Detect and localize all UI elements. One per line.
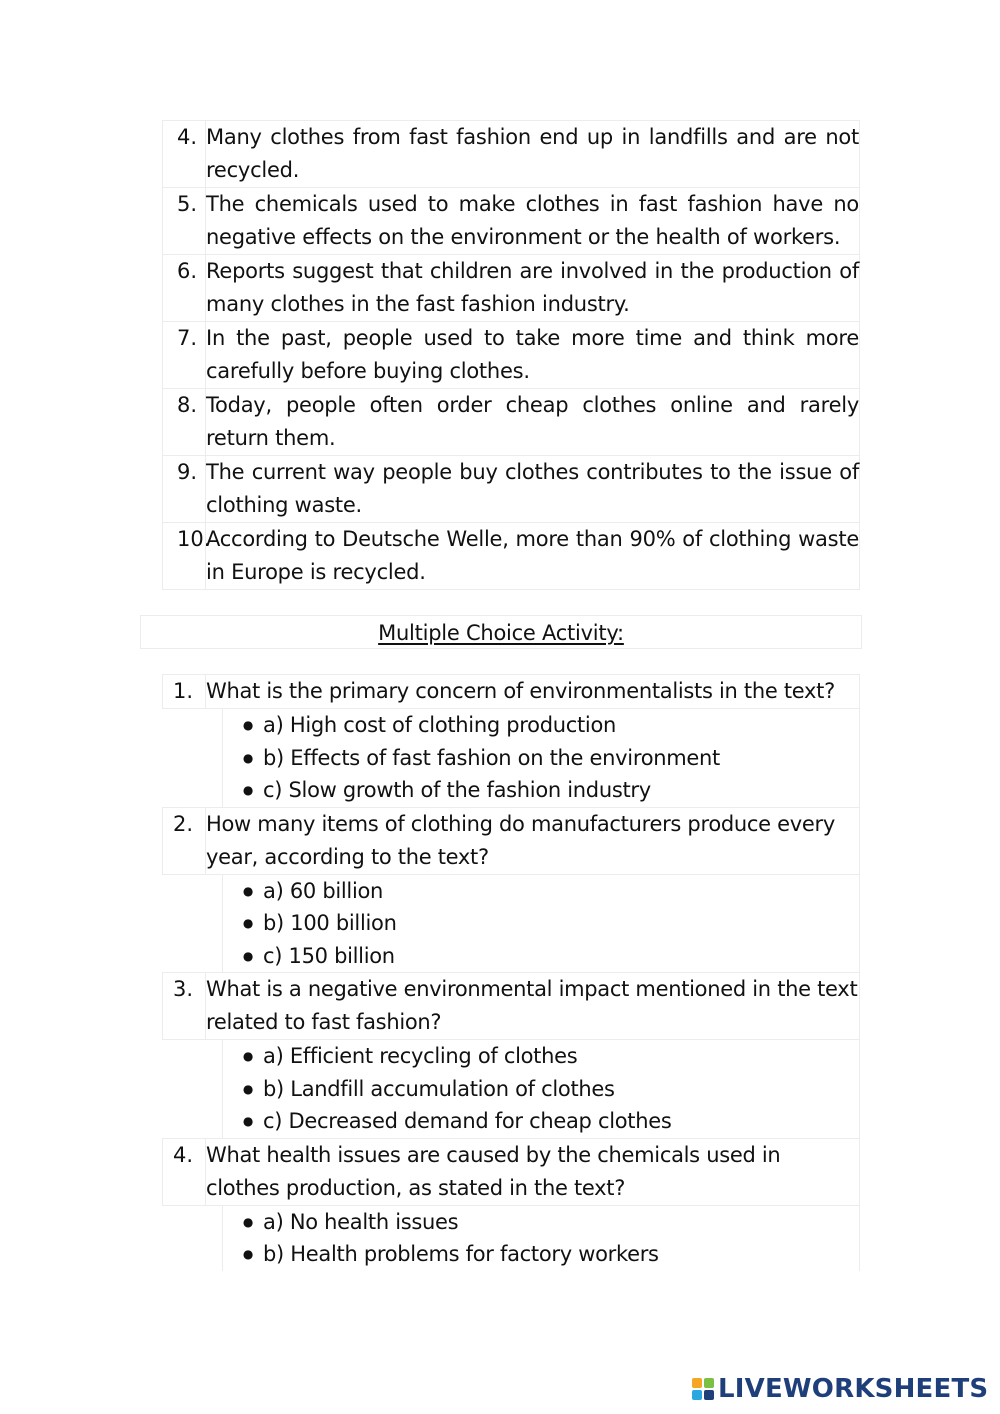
statement-number: 7. xyxy=(177,326,198,350)
question-row xyxy=(162,674,860,709)
bullet-icon: ● xyxy=(242,1114,254,1129)
logo-icon xyxy=(692,1378,714,1400)
statement-number: 10. xyxy=(177,527,211,551)
option-label: b) Landfill accumulation of clothes xyxy=(263,1076,615,1101)
question-row xyxy=(162,1138,860,1206)
statement-number: 5. xyxy=(177,192,198,216)
statement-number: 6. xyxy=(177,259,198,283)
question-number: 1. xyxy=(173,679,194,703)
option-label: a) High cost of clothing production xyxy=(263,713,617,738)
statement-text: Reports suggest that children are involved in the production of many clothes in the fast fashion industry. xyxy=(205,255,859,321)
bullet-icon: ● xyxy=(242,916,254,931)
question-number: 2. xyxy=(173,811,194,836)
bullet-icon: ● xyxy=(242,1049,254,1064)
statement-number: 9. xyxy=(177,460,198,484)
answer-option[interactable] xyxy=(223,1040,859,1073)
answer-option[interactable] xyxy=(223,774,859,807)
statement-item xyxy=(162,187,860,254)
liveworksheets-logo xyxy=(692,1374,988,1404)
statement-item xyxy=(162,120,860,187)
bullet-icon: ● xyxy=(242,883,254,898)
section-title xyxy=(140,615,862,649)
answer-option[interactable] xyxy=(223,1238,859,1271)
question-number: 4. xyxy=(173,1142,194,1167)
statement-text: The chemicals used to make clothes in fast fashion have no negative effects on the environment or the health of workers. xyxy=(205,188,859,254)
logo-square-3 xyxy=(692,1390,702,1400)
answer-option[interactable] xyxy=(223,875,859,908)
option-list xyxy=(222,1206,860,1271)
bullet-icon: ● xyxy=(242,783,254,798)
multiple-choice-list xyxy=(162,674,860,1271)
answer-option[interactable] xyxy=(223,1206,859,1239)
statement-list xyxy=(162,120,860,590)
option-label: a) Efficient recycling of clothes xyxy=(263,1044,578,1069)
option-list xyxy=(222,875,860,973)
logo-text: LIVEWORKSHEETS xyxy=(718,1374,989,1404)
statement-item xyxy=(162,455,860,522)
answer-option[interactable] xyxy=(223,940,859,973)
logo-square-4 xyxy=(704,1390,714,1400)
statement-number: 4. xyxy=(177,125,198,149)
answer-option[interactable] xyxy=(223,1073,859,1106)
statement-text: In the past, people used to take more time and think more carefully before buying clothes. xyxy=(205,322,859,388)
option-label: c) Decreased demand for cheap clothes xyxy=(263,1109,672,1134)
statement-text: The current way people buy clothes contributes to the issue of clothing waste. xyxy=(205,456,859,522)
question-text: What health issues are caused by the chemicals used in clothes production, as stated in the text? xyxy=(205,1139,859,1205)
answer-option[interactable] xyxy=(223,1105,859,1138)
option-label: c) 150 billion xyxy=(263,943,395,968)
question-row xyxy=(162,807,860,875)
statement-item xyxy=(162,254,860,321)
bullet-icon: ● xyxy=(242,1081,254,1096)
option-list xyxy=(222,709,860,807)
question-row xyxy=(162,972,860,1040)
statement-number: 8. xyxy=(177,393,198,417)
question-number: 3. xyxy=(173,977,194,1001)
answer-option[interactable] xyxy=(223,709,859,742)
option-label: b) 100 billion xyxy=(263,911,397,936)
question-text: What is a negative environmental impact mentioned in the text related to fast fashion? xyxy=(205,973,859,1039)
statement-item xyxy=(162,321,860,388)
question-text: How many items of clothing do manufacturers produce every year, according to the text? xyxy=(205,808,859,874)
bullet-icon: ● xyxy=(242,1247,254,1262)
bullet-icon: ● xyxy=(242,750,254,765)
bullet-icon: ● xyxy=(242,1214,254,1229)
question-text: What is the primary concern of environmentalists in the text? xyxy=(205,675,859,708)
section-title-text: Multiple Choice Activity: xyxy=(378,621,624,645)
statement-item xyxy=(162,522,860,590)
option-list xyxy=(222,1040,860,1138)
logo-square-2 xyxy=(704,1378,714,1388)
option-label: b) Health problems for factory workers xyxy=(263,1242,659,1267)
option-label: b) Effects of fast fashion on the environment xyxy=(263,745,720,770)
answer-option[interactable] xyxy=(223,742,859,775)
option-label: a) 60 billion xyxy=(263,878,384,903)
statement-text: Today, people often order cheap clothes online and rarely return them. xyxy=(205,389,859,455)
option-label: a) No health issues xyxy=(263,1209,459,1234)
bullet-icon: ● xyxy=(242,718,254,733)
answer-option[interactable] xyxy=(223,907,859,940)
bullet-icon: ● xyxy=(242,948,254,963)
statement-item xyxy=(162,388,860,455)
logo-square-1 xyxy=(692,1378,702,1388)
statement-text: According to Deutsche Welle, more than 90% of clothing waste in Europe is recycled. xyxy=(205,523,859,589)
statement-text: Many clothes from fast fashion end up in landfills and are not recycled. xyxy=(205,121,859,187)
option-label: c) Slow growth of the fashion industry xyxy=(263,778,651,803)
